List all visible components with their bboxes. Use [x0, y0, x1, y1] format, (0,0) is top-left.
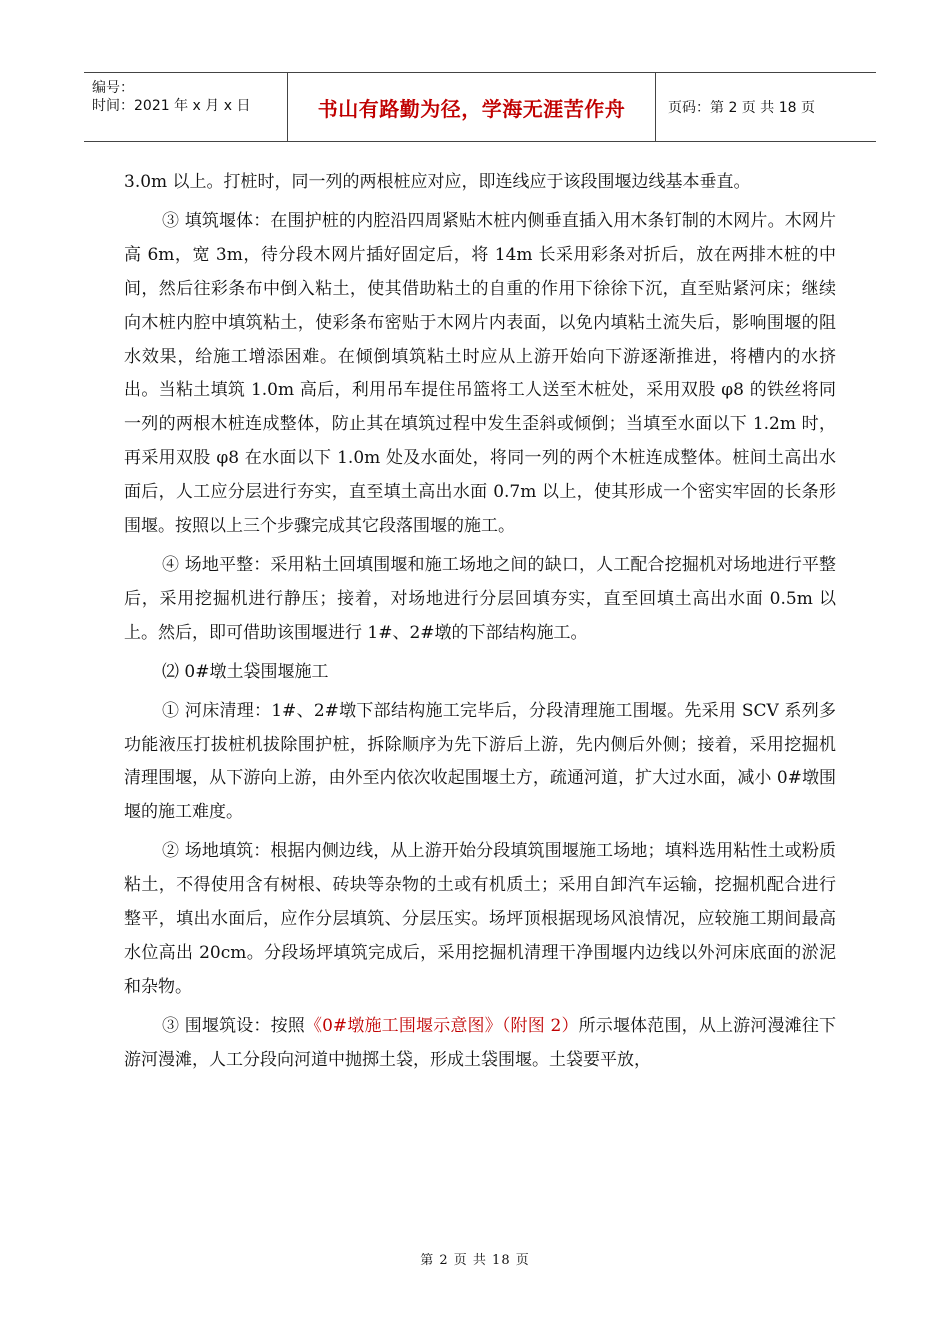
- paragraph: ③ 填筑堰体：在围护桩的内腔沿四周紧贴木桩内侧垂直插入用木条钉制的木网片。木网片高 6m，宽 3m，待分段木网片插好固定后，将 14m 长采用彩条对折后，放在两排木桩的中间，然后往彩条布中倒入粘土，使其借助粘土的自重的作用下徐徐下沉，直至贴紧河床；继续向木桩内腔中填筑粘土，使彩条布密贴于木网片内表面，以免内填粘土流失后，影响围堰的阻水效果，给施工增添困难。在倾倒填筑粘土时应从上游开始向下游逐渐推进，将槽内的水挤出。当粘土填筑 1.0m 高后，利用吊车提住吊篮将工人送至木桩处，采用双股 φ8 的铁丝将同一列的两根木桩连成整体，防止其在填筑过程中发生歪斜或倾倒；当填至水面以下 1.2m 时，再采用双股 φ8 在水面以下 1.0m 处及水面处，将同一列的两个木桩连成整体。桩间土高出水面后，人工应分层进行夯实，直至填土高出水面 0.7m 以上，使其形成一个密实牢固的长条形围堰。按照以上三个步骤完成其它段落围堰的施工。: [124, 210, 836, 537]
- paragraph: 3.0m 以上。打桩时，同一列的两根桩应对应，即连线应于该段围堰边线基本垂直。: [124, 172, 751, 192]
- page-header: [84, 72, 876, 142]
- header-time-label: 时间：2021 年 x 月 x 日: [92, 98, 251, 114]
- header-meta: [84, 73, 288, 141]
- paragraph: ② 场地填筑：根据内侧边线，从上游开始分段填筑围堰施工场地；填料选用粘性土或粉质粘土，不得使用含有树根、砖块等杂物的土或有机质土；采用自卸汽车运输，挖掘机配合进行整平，填出水面后，应作分层填筑、分层压实。场坪顶根据现场风浪情况，应较施工期间最高水位高出 20cm。分段场坪填筑完成后，采用挖掘机清理干净围堰内边线以外河床底面的淤泥和杂物。: [124, 841, 836, 997]
- document-body: [124, 166, 836, 1078]
- paragraph-text: ③ 围堰筑设：按照: [162, 1015, 305, 1036]
- header-motto: 书山有路勤为径，学海无涯苦作舟: [288, 73, 656, 141]
- section-heading: ⑵ 0#墩土袋围堰施工: [162, 661, 329, 682]
- paragraph: ④ 场地平整：采用粘土回填围堰和施工场地之间的缺口，人工配合挖掘机对场地进行平整后，采用挖掘机进行静压；接着，对场地进行分层回填夯实，直至回填土高出水面 0.5m 以上。然后，即可借助该围堰进行 1#、2#墩的下部结构施工。: [124, 554, 836, 643]
- header-number-label: 编号：: [92, 80, 134, 96]
- figure-reference: 《0#墩施工围堰示意图》（附图 2）: [304, 1015, 579, 1036]
- header-page-label: 页码：第 2 页 共 18 页: [668, 100, 815, 116]
- paragraph: ① 河床清理：1#、2#墩下部结构施工完毕后，分段清理施工围堰。先采用 SCV 系列多功能液压打拔桩机拔除围护桩，拆除顺序为先下游后上游，先内侧后外侧；接着，采用挖掘机清理围堰，从下游向上游，由外至内依次收起围堰土方，疏通河道，扩大过水面，减小 0#墩围堰的施工难度。: [124, 700, 836, 823]
- page-footer: 第 2 页 共 18 页: [420, 1253, 530, 1268]
- paragraph-text: 所示堰体范围，从上游河漫滩往下游河漫滩，人工分段向河道中抛掷土袋，形成土袋围堰。土袋要平放，: [124, 1015, 837, 1070]
- paragraph: [124, 1010, 836, 1078]
